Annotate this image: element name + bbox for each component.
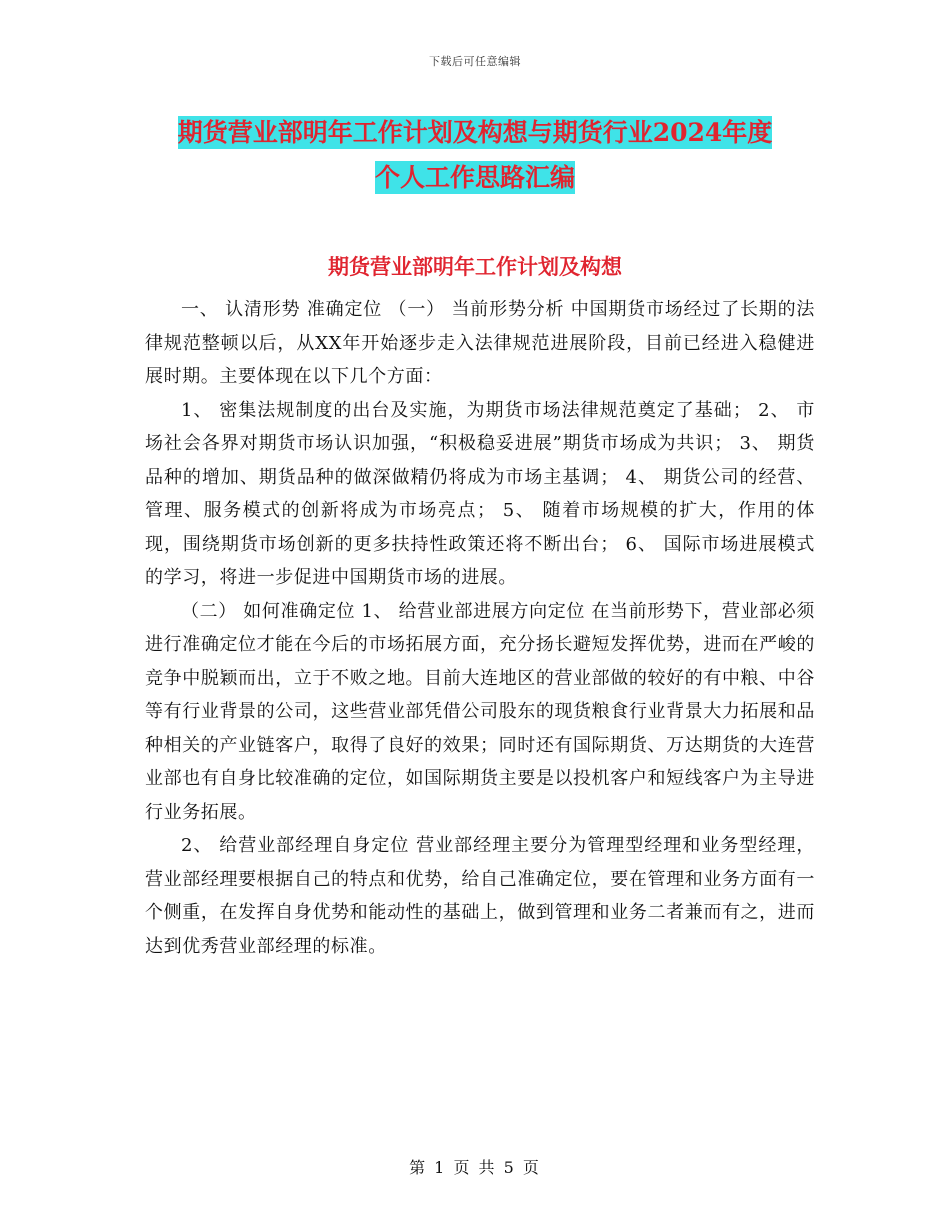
title-line-1: 期货营业部明年工作计划及构想与期货行业2024年度 xyxy=(177,118,773,147)
section-title: 期货营业部明年工作计划及构想 xyxy=(328,254,622,279)
document-body xyxy=(145,293,815,963)
paragraph: 2、 给营业部经理自身定位 营业部经理主要分为管理型经理和业务型经理，营业部经理要根据自己的特点和优势，给自己准确定位，要在管理和业务方面有一个侧重，在发挥自身优势和能动性的基础上，做到管理和业务二者兼而有之，进而达到优秀营业部经理的标准。 xyxy=(145,835,815,957)
paragraph: （二） 如何准确定位 1、 给营业部进展方向定位 在当前形势下，营业部必须进行准确定位才能在今后的市场拓展方面，充分扬长避短发挥优势，进而在严峻的竞争中脱颖而出，立于不败之地。目前大连地区的营业部做的较好的有中粮、中谷等有行业背景的公司，这些营业部凭借公司股东的现货粮食行业背景大力拓展和品种相关的产业链客户，取得了良好的效果；同时还有国际期货、万达期货的大连营业部也有自身比较准确的定位，如国际期货主要是以投机客户和短线客户为主导进行业务拓展。 xyxy=(145,600,815,823)
document-title xyxy=(0,110,950,200)
paragraph: 1、 密集法规制度的出台及实施，为期货市场法律规范奠定了基础； 2、 市场社会各界对期货市场认识加强，“积极稳妥进展”期货市场成为共识； 3、 期货品种的增加、期货品种的做深做精仍将成为市场主基调； 4、 期货公司的经营、管理、服务模式的创新将成为市场亮点； 5、 随着市场规模的扩大，作用的体现，围绕期货市场创新的更多扶持性政策还将不断出台； 6、 国际市场进展模式的学习，将进一步促进中国期货市场的进展。 xyxy=(145,399,815,588)
header-note: 下载后可任意编辑 xyxy=(429,55,521,68)
title-line-2: 个人工作思路汇编 xyxy=(374,163,575,192)
page-number: 第 1 页 共 5 页 xyxy=(409,1158,541,1177)
paragraph: 一、 认清形势 准确定位 （一） 当前形势分析 中国期货市场经过了长期的法律规范整顿以后，从XX年开始逐步走入法律规范进展阶段，目前已经进入稳健进展时期。主要体现在以下几个方面： xyxy=(145,299,815,387)
